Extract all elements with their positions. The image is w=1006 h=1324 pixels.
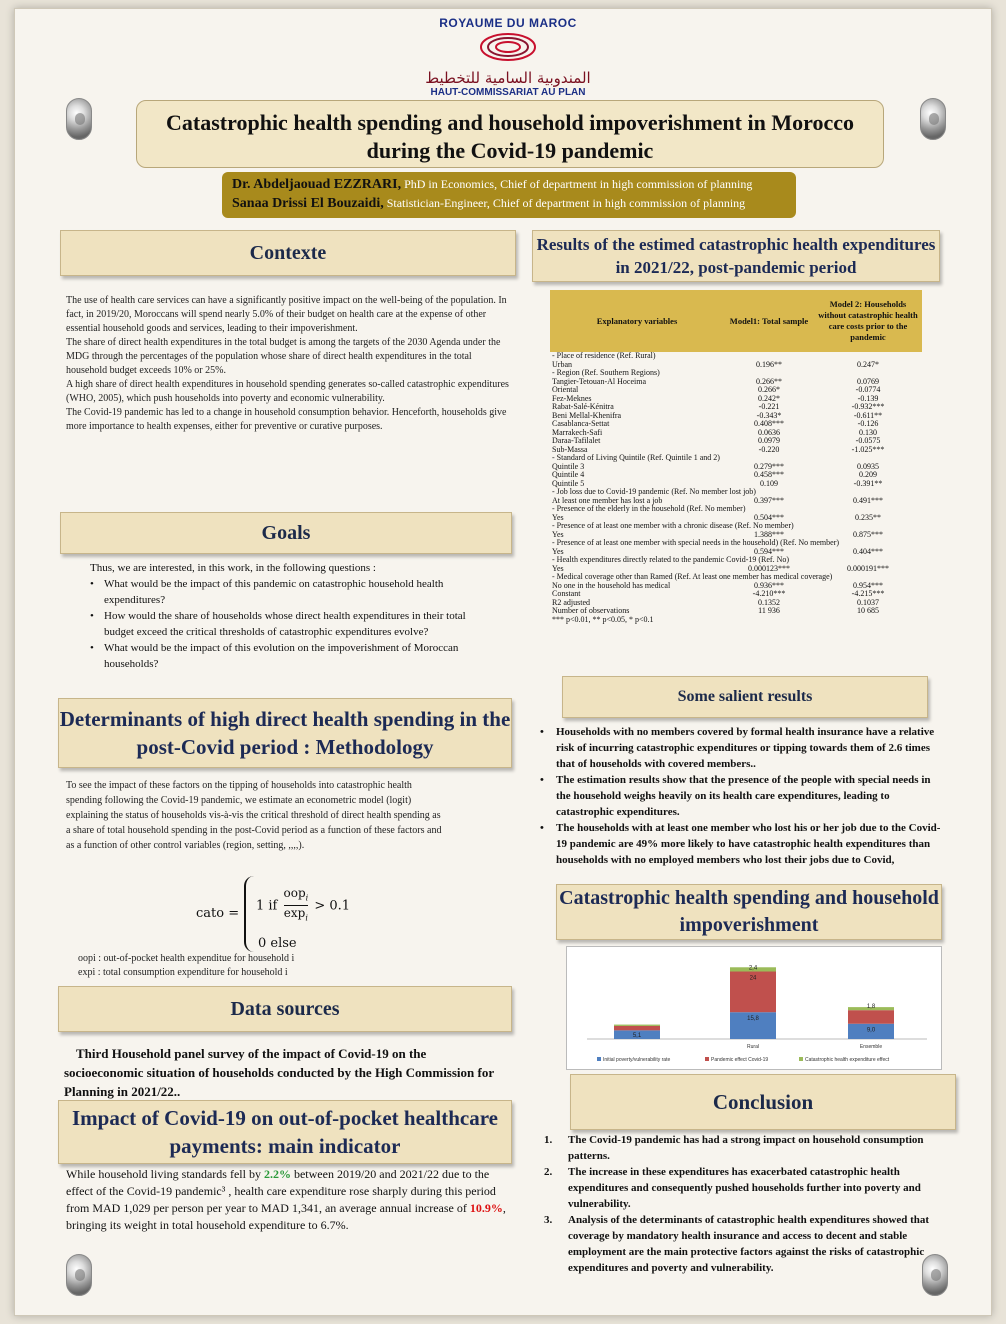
table-row xyxy=(550,616,922,625)
table-cell-model2: -1.025*** xyxy=(851,444,885,454)
logo-line2: المندوبية السامية للتخطيط xyxy=(425,69,591,87)
salient-heading xyxy=(562,676,928,718)
def-exp: expi : total consumption expenditure for household i xyxy=(78,967,288,978)
table-cell-variable: Yes xyxy=(552,546,564,556)
impact-text-part: between 2019/20 and 2021/22 due to the effect of the Covid-19 pandemic³ , health care expenditure rose sharply during this period from MAD 1,029 per person per year to MAD 1,341, an average annual increase of xyxy=(66,1167,496,1215)
methodology-heading xyxy=(58,698,512,768)
table-cell-model1: 0.266** xyxy=(756,376,782,386)
table-cell-model2: 0.0935 xyxy=(857,461,879,471)
impact-heading-text: Impact of Covid-19 on out-of-pocket healthcare payments: main indicator xyxy=(72,1106,498,1158)
equation-lhs: cato = xyxy=(196,906,240,921)
data-label: 24 xyxy=(749,975,757,982)
contexte-paragraph: A high share of direct health expenditures in household spending generates so-called catastrophic expenditures (WHO, 2005), which push households into poverty and economic vulnerability. xyxy=(66,379,509,404)
bar-segment xyxy=(848,1010,894,1024)
legend-swatch xyxy=(799,1057,803,1061)
table-cell-model2: -0.391** xyxy=(853,478,883,488)
data-sources-text: Third Household panel survey of the impact of Covid-19 on the socioeconomic situation of households conducted by the High Commission for Planning in 2021/22.. xyxy=(64,1046,494,1099)
author-name: Dr. Abdeljaouad EZZRARI, xyxy=(232,177,402,192)
table-cell-model2: 0.235** xyxy=(855,512,881,522)
table-cell-model2: 0.247* xyxy=(857,359,879,369)
table-cell-model2: -0.0774 xyxy=(855,385,881,394)
table-cell-model1: 0.000123*** xyxy=(748,563,790,573)
conclusion-text: The Covid-19 pandemic has had a strong impact on household consumption patterns. xyxy=(568,1134,924,1162)
conclusion-heading xyxy=(570,1074,956,1130)
equation-definitions xyxy=(78,952,378,980)
title-box xyxy=(136,100,884,168)
conclusion-item xyxy=(544,1212,944,1276)
table-cell-variable: Quintile 3 xyxy=(552,461,585,471)
table-cell-variable: Yes xyxy=(552,529,564,539)
goals-item: • What would be the impact of this evolution on the impoverishment of Moroccan households? xyxy=(90,640,470,672)
table-cell-model1: 1.388*** xyxy=(754,529,784,539)
category-label: Ensemble xyxy=(859,1044,883,1050)
impoverishment-heading-text: Catastrophic health spending and household impoverishment xyxy=(559,887,939,936)
impact-heading xyxy=(58,1100,512,1164)
table-cell-model1: -0.221 xyxy=(758,402,780,411)
impact-text-part: , bringing its weight in total household expenditure to 6.7%. xyxy=(66,1201,506,1232)
eq-sub: i xyxy=(305,913,308,923)
salient-item: • The estimation results show that the presence of the people with special needs in the household weighs heavily on its health care expenditures, leading to catastrophic expenditures. xyxy=(538,772,942,820)
contexte-heading-text: Contexte xyxy=(249,241,327,264)
contexte-paragraph: The Covid-19 pandemic has led to a change in household consumption behavior. Henceforth, households give more importance to health expenses, either for preventive or curative purposes. xyxy=(66,407,507,432)
table-cell-variable: *** p<0.01, ** p<0.05, * p<0.1 xyxy=(552,614,654,624)
legend-label: Initial poverty/vulnerability rate xyxy=(603,1057,671,1063)
contexte-paragraph: The use of health care services can have a significantly positive impact on the well-being of the population. In fact, in 2019/20, Moroccans will spend nearly 5.0% of their budget on health care at the expense of other essential household goods and services, leading to their impoverishment. xyxy=(66,295,507,334)
table-cell-variable: Tangier-Tetouan-Al Hoceima xyxy=(552,376,647,386)
authors-box xyxy=(222,172,796,218)
table-cell-model2: -0.611** xyxy=(853,410,883,420)
results-heading xyxy=(532,230,940,282)
table-cell-variable: Beni Mellal-Khenifra xyxy=(552,410,622,420)
table-cell-model1: 0.0636 xyxy=(758,427,780,437)
table-cell-model1: -0.343* xyxy=(756,410,782,420)
salient-heading-text: Some salient results xyxy=(677,688,813,705)
table-cell-variable: - Place of residence (Ref. Rural) xyxy=(552,351,656,360)
table-cell-variable: Quintile 5 xyxy=(552,478,585,488)
salient-item: • Households with no members covered by formal health insurance have a relative risk of incurring catastrophic expenditures or tipping towards them of 2.6 times that of households with covered members.. xyxy=(538,724,942,772)
contexte-text xyxy=(66,294,512,434)
def-oop: oopi : out-of-pocket health expenditue for household i xyxy=(78,953,295,964)
eq-numerator: oop xyxy=(283,886,306,900)
table-cell-variable: Number of observations xyxy=(552,606,630,615)
data-label: 1,8 xyxy=(866,1004,876,1011)
data-label: 9,0 xyxy=(866,1027,876,1034)
equation-brace xyxy=(244,876,254,952)
eq-fraction xyxy=(284,886,309,926)
table-cell-variable: Fez-Meknes xyxy=(552,393,592,403)
table-cell-model1: 0.0979 xyxy=(758,436,780,445)
table-cell-variable: Daraa-Tafilalet xyxy=(552,436,601,445)
legend-label: Pandemic effect Covid-19 xyxy=(711,1057,769,1063)
table-cell-variable: Yes xyxy=(552,512,564,522)
table-cell-model1: 11 936 xyxy=(758,606,780,615)
goals-heading xyxy=(60,512,512,554)
table-cell-model2: 0.954*** xyxy=(853,580,883,590)
poster-title: Catastrophic health spending and household impoverishment in Morocco during the Covid-19 pandemic xyxy=(166,110,854,163)
legend-swatch xyxy=(597,1057,601,1061)
table-cell-variable: R2 adjusted xyxy=(552,597,590,607)
logo-line3: HAUT-COMMISSARIAT AU PLAN xyxy=(430,87,586,98)
conclusion-text: The increase in these expenditures has exacerbated catastrophic health expenditures and consequently pushed households further into poverty and vulnerability. xyxy=(568,1166,921,1210)
table-cell-model1: 0.109 xyxy=(760,478,778,488)
author-role: PhD in Economics, Chief of department in high commission of planning xyxy=(404,177,753,191)
table-cell-variable: Casablanca-Settat xyxy=(552,419,610,428)
regression-table xyxy=(550,290,922,624)
table-cell-model2: -0.932*** xyxy=(851,402,885,411)
table-cell-model1: 0.408*** xyxy=(754,419,784,428)
impact-text-part: While household living standards fell by xyxy=(66,1167,264,1181)
impoverishment-heading xyxy=(556,884,942,940)
hcp-emblem-icon xyxy=(478,30,538,64)
goals-list xyxy=(90,560,470,672)
methodology-heading-text: Determinants of high direct health spending in the post-Covid period : Methodology xyxy=(59,707,511,759)
table-cell-variable: - Presence of at least one member with special needs in the household) (Ref. No member) xyxy=(552,538,840,547)
table-cell-variable: Quintile 4 xyxy=(552,470,585,479)
table-cell-model1: 0.266* xyxy=(758,385,780,394)
conclusion-list xyxy=(544,1132,944,1276)
author-role: Statistician-Engineer, Chief of department in high commission of planning xyxy=(386,196,746,210)
data-sources-heading-text: Data sources xyxy=(230,997,340,1020)
table-cell-model2: 0.491*** xyxy=(853,495,883,505)
conclusion-item xyxy=(544,1132,944,1164)
logo-line1: ROYAUME DU MAROC xyxy=(439,16,577,30)
data-label: 2,4 xyxy=(748,965,758,972)
table-cell-variable: Urban xyxy=(552,359,572,369)
table-cell-model2: 0.875*** xyxy=(853,529,883,539)
table-cell-model2: 10 685 xyxy=(857,606,879,615)
table-cell-variable: Yes xyxy=(552,563,564,573)
equation-case1 xyxy=(256,886,350,926)
table-cell-model2: 0.209 xyxy=(859,470,877,479)
goals-intro: Thus, we are interested, in this work, in the following questions : xyxy=(90,562,376,574)
table-cell-variable: Sub-Massa xyxy=(552,444,588,454)
table-cell-model1: 0.458*** xyxy=(754,470,784,479)
bar-segment xyxy=(614,1025,660,1026)
goals-item: • How would the share of households whose direct health expenditures in their total budget exceed the critical thresholds of catastrophic expenditures evolve? xyxy=(90,608,470,640)
table-cell-variable: At least one member has lost a job xyxy=(552,495,663,505)
results-heading-text: Results of the estimed catastrophic health expenditures in 2021/22, post-pandemic period xyxy=(536,235,936,277)
table-cell-model2: 0.000191*** xyxy=(847,563,889,573)
col-header-model1: Model1: Total sample xyxy=(724,290,814,352)
table-cell-model2: 0.1037 xyxy=(857,597,879,607)
conclusion-number: 2. xyxy=(544,1166,553,1178)
data-label: 5,1 xyxy=(632,1033,642,1039)
table-cell-model1 xyxy=(724,616,814,625)
table-cell-model1: 0.1352 xyxy=(758,597,780,607)
legend-label: Catastrophic health expenditure effect xyxy=(805,1057,890,1063)
table-cell-model1: 0.279*** xyxy=(754,461,784,471)
table-cell-model1: 0.196** xyxy=(756,359,782,369)
table-cell-model1: 0.504*** xyxy=(754,512,784,522)
table-cell-variable: - Health expenditures directly related to the pandemic Covid-19 (Ref. No) xyxy=(552,555,790,564)
table-cell-model1: -0.220 xyxy=(758,444,780,454)
table-cell-variable: - Region (Ref. Southern Regions) xyxy=(552,368,660,377)
table-cell-model2: 0.0769 xyxy=(857,376,879,386)
legend-swatch xyxy=(705,1057,709,1061)
table-cell-variable: Rabat-Salé-Kénitra xyxy=(552,402,614,411)
goals-heading-text: Goals xyxy=(261,521,311,544)
pin-icon xyxy=(66,1254,92,1296)
table-cell-model2: -0.126 xyxy=(857,419,879,428)
living-standard-drop-value: 2.2% xyxy=(263,1167,291,1181)
table-cell-model2: 0.404*** xyxy=(853,546,883,556)
table-cell-model1: -4.210*** xyxy=(752,589,786,598)
eq-case1-prefix: 1 if xyxy=(256,898,278,914)
conclusion-number: 1. xyxy=(544,1134,553,1146)
table-cell-variable: No one in the household has medical xyxy=(552,580,671,590)
hcp-logo xyxy=(392,16,624,98)
eq-case1-suffix: > 0.1 xyxy=(314,898,351,914)
conclusion-number: 3. xyxy=(544,1214,553,1226)
col-header-model2: Model 2: Households without catastrophic health care costs prior to the pandemic xyxy=(814,290,922,352)
table-cell-variable: Constant xyxy=(552,589,581,598)
contexte-paragraph: The share of direct health expenditures in the total budget is among the targets of the 2030 Agenda under the MDG through the percentages of the population whose share of direct health expenditures in the total household budget exceeds 10% or 25%. xyxy=(66,337,501,376)
eq-denominator: exp xyxy=(283,906,306,921)
table-cell-model1: 0.936*** xyxy=(754,580,784,590)
chart-svg xyxy=(567,947,943,1071)
table-cell-variable: - Presence of the elderly in the household (Ref. No member) xyxy=(552,504,746,513)
bar-segment xyxy=(614,1026,660,1030)
table-cell-variable: - Job loss due to Covid-19 pandemic (Ref. No member lost job) xyxy=(552,487,756,496)
conclusion-heading-text: Conclusion xyxy=(712,1089,814,1114)
table-cell-model2: -4.215*** xyxy=(851,589,885,598)
author-name: Sanaa Drissi El Bouzaidi, xyxy=(232,196,384,211)
col-header-variables: Explanatory variables xyxy=(550,290,724,352)
table-cell-variable: - Standard of Living Quintile (Ref. Quintile 1 and 2) xyxy=(552,453,720,462)
health-expenditure-increase-value: 10.9% xyxy=(469,1201,503,1215)
salient-item: • The households with at least one member who lost his or her job due to the Covid-19 pandemic are 49% more likely to have catastrophic health expenditures than households with no employed members who lost their jobs due to Covid, xyxy=(538,820,942,868)
pin-icon xyxy=(920,98,946,140)
contexte-heading xyxy=(60,230,516,276)
table-cell-model1: 0.397*** xyxy=(754,495,784,505)
conclusion-item xyxy=(544,1164,944,1212)
equation-case2: 0 else xyxy=(258,936,297,951)
table-cell-variable: - Medical coverage other than Ramed (Ref. At least one member has medical coverage) xyxy=(552,572,833,581)
impoverishment-chart xyxy=(566,946,942,1070)
data-label: 15,8 xyxy=(747,1016,759,1023)
table-cell-model1: 0.242* xyxy=(758,393,780,403)
table-cell-model2: -0.139 xyxy=(857,393,879,403)
impact-text xyxy=(66,1166,506,1234)
methodology-text xyxy=(66,778,446,853)
conclusion-text: Analysis of the determinants of catastrophic health expenditures showed that coverage by mandatory health insurance and access to decent and stable employment are the main protective factors against the risks of catastrophic expenditures and poverty and vulnerability. xyxy=(568,1214,930,1274)
eq-sub: i xyxy=(305,893,309,903)
table-cell-model2: 0.130 xyxy=(859,427,877,437)
methodology-paragraph: To see the impact of these factors on the tipping of households into catastrophic health spending following the Covid-19 pandemic, we estimate an econometric model (logit) explaining the status of households vis-à-vis the critical threshold of direct health spending as a share of total household spending in the post-Covid period as a function of these factors and as a function of other control variables (region, setting, ,,,,). xyxy=(66,780,442,851)
table-cell-model2: -0.0575 xyxy=(855,436,881,445)
pin-icon xyxy=(66,98,92,140)
table-cell-model1: 0.594*** xyxy=(754,546,784,556)
category-label: Rural xyxy=(747,1044,759,1050)
table-cell-variable: Oriental xyxy=(552,385,579,394)
goals-item: • What would be the impact of this pandemic on catastrophic household health expenditures? xyxy=(90,576,470,608)
table-cell-variable: Marrakech-Safi xyxy=(552,427,603,437)
salient-list xyxy=(538,724,942,868)
data-sources-heading xyxy=(58,986,512,1032)
table-cell-variable: - Presence of at least one member with a chronic disease (Ref. No member) xyxy=(552,521,794,530)
table-cell-model2 xyxy=(814,616,922,625)
